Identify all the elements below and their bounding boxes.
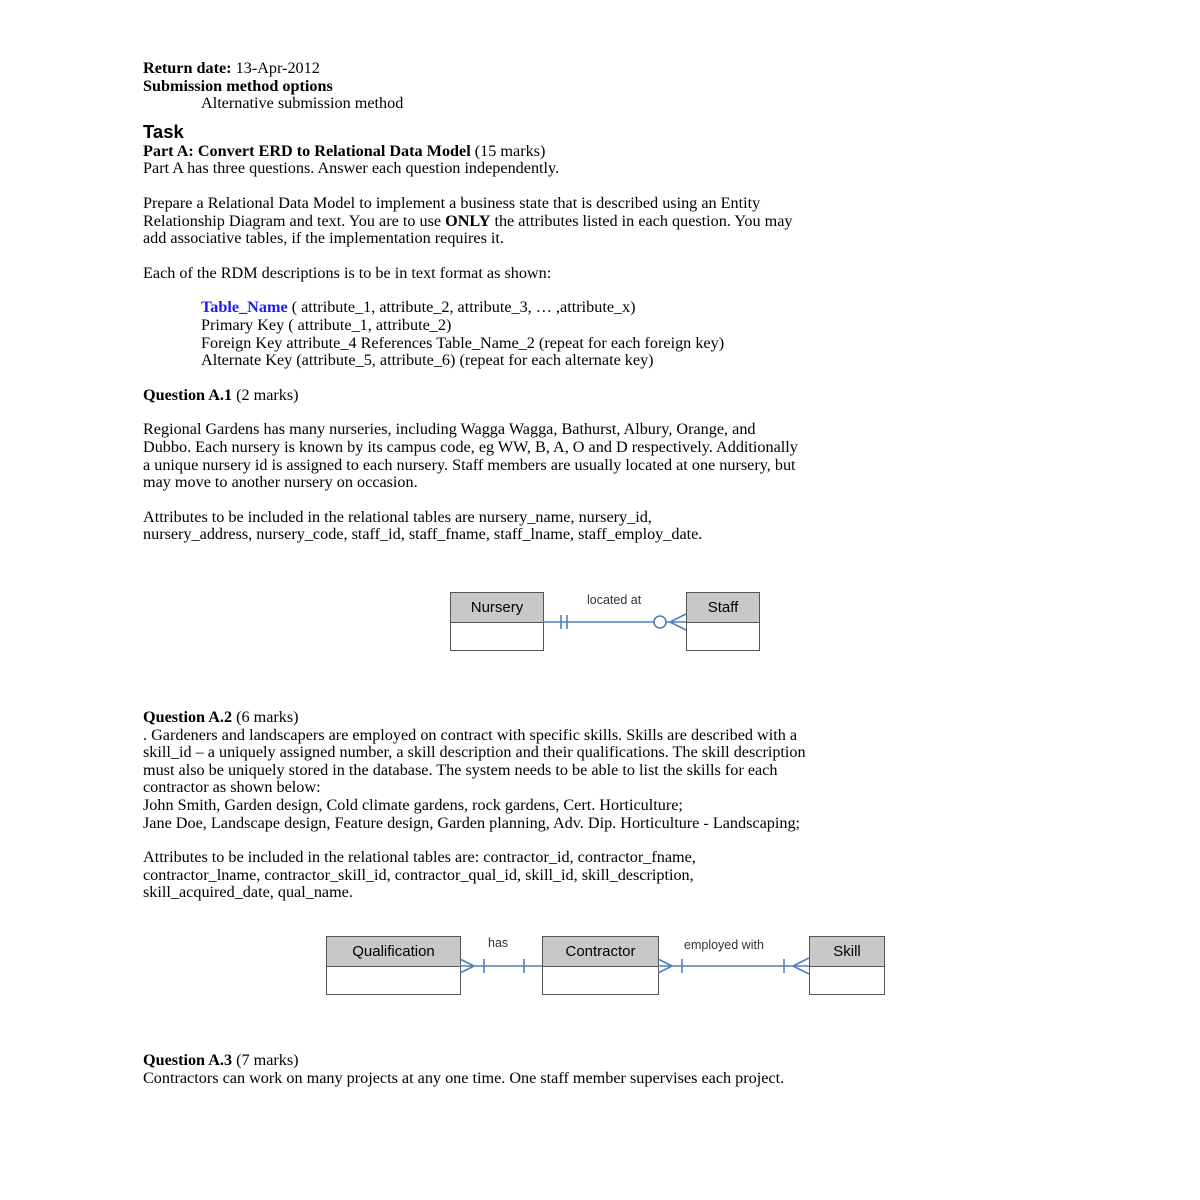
prepare-line-2 [143,213,1073,231]
format-table-attrs: ( attribute_1, attribute_2, attribute_3, … ,attribute_x) [287,298,636,317]
relationship-label: located at [587,593,642,607]
entity-contractor [542,936,659,995]
format-foreign-key: Foreign Key attribute_4 References Table_Name_2 (repeat for each foreign key) [201,333,725,352]
entity-qualification-name: Qualification [327,937,460,967]
q2-body-line: skill_id – a uniquely assigned number, a skill description and their qualifications. The skill description [143,743,806,762]
entity-skill-name: Skill [810,937,884,967]
q2-marks: (6 marks) [236,708,299,726]
q2-attrs-line: Attributes to be included in the relational tables are: contractor_id, contractor_fname, [143,848,696,867]
entity-nursery [450,592,544,651]
part-a-title [143,143,1073,161]
q1-body-line: Regional Gardens has many nurseries, including Wagga Wagga, Bathurst, Albury, Orange, and [143,420,756,439]
q3-title-text: Question A.3 [143,1051,233,1069]
relationship-label-has: has [488,936,509,950]
entity-staff [686,592,760,651]
q1-body-line: may move to another nursery on occasion. [143,473,418,492]
q1-marks: (2 marks) [236,385,299,404]
q1-attrs-line: nursery_address, nursery_code, staff_id, staff_fname, staff_lname, staff_employ_date. [143,525,703,544]
q3-title [143,1052,1073,1070]
format-table-name: Table_Name [201,298,288,317]
entity-qualification [326,936,461,995]
return-date-line [143,60,1073,78]
entity-staff-name: Staff [687,593,759,623]
entity-nursery-name: Nursery [451,593,543,623]
entity-contractor-name: Contractor [543,937,658,967]
q2-body-line: John Smith, Garden design, Cold climate gardens, rock gardens, Cert. Horticulture; [143,795,683,814]
format-primary-key: Primary Key ( attribute_1, attribute_2) [201,315,452,334]
document-page [143,60,1073,544]
q2-body-line: . Gardeners and landscapers are employed on contract with specific skills. Skills are described with a [143,725,798,744]
q1-attrs-line: Attributes to be included in the relational tables are nursery_name, nursery_id, [143,507,652,526]
q2-attrs-line: contractor_lname, contractor_skill_id, contractor_qual_id, skill_id, skill_description, [143,865,694,884]
q3-body: Contractors can work on many projects at any one time. One staff member supervises each project. [143,1068,785,1087]
entity-skill [809,936,885,995]
document-page-lower [143,709,1073,902]
prepare-line-2b: the attributes listed in each question. You may [494,211,793,230]
q3-marks: (7 marks) [236,1051,299,1069]
submission-value: Alternative submission method [201,94,404,113]
q2-title-text: Question A.2 [143,708,233,726]
format-alternate-key: Alternate Key (attribute_5, attribute_6) (repeat for each alternate key) [201,351,654,370]
return-date-value: 13-Apr-2012 [235,59,320,77]
part-a-title-text: Part A: Convert ERD to Relational Data Model [143,141,471,160]
prepare-line-3: add associative tables, if the implementation requires it. [143,229,504,248]
relationship-label-employed-with: employed with [684,938,764,952]
q2-title [143,709,1073,727]
prepare-line-1: Prepare a Relational Data Model to implement a business state that is described using an Entity [143,193,761,212]
format-table-line [143,299,1073,317]
part-a-marks: (15 marks) [474,141,546,160]
q1-body-line: Dubbo. Each nursery is known by its campus code, eg WW, B, A, O and D respectively. Additionally [143,437,798,456]
return-date-label: Return date: [143,59,232,77]
q2-body-line: Jane Doe, Landscape design, Feature design, Garden planning, Adv. Dip. Horticulture - Landscaping; [143,813,801,832]
q2-body-line: must also be uniquely stored in the database. The system needs to be able to list the skills for each [143,760,778,779]
submission-label: Submission method options [143,76,333,95]
q1-title [143,387,1073,405]
q1-title-text: Question A.1 [143,385,233,404]
part-a-intro: Part A has three questions. Answer each question independently. [143,159,560,178]
q1-body-line: a unique nursery id is assigned to each nursery. Staff members are usually located at one nursery, but [143,455,796,474]
prepare-line-2a: Relationship Diagram and text. You are to use [143,211,442,230]
q2-attrs-line: skill_acquired_date, qual_name. [143,883,353,902]
q2-body-line: contractor as shown below: [143,778,321,797]
document-page-bottom [143,1052,1073,1087]
task-heading: Task [143,120,184,142]
prepare-only: ONLY [445,211,491,230]
format-intro: Each of the RDM descriptions is to be in text format as shown: [143,263,552,282]
